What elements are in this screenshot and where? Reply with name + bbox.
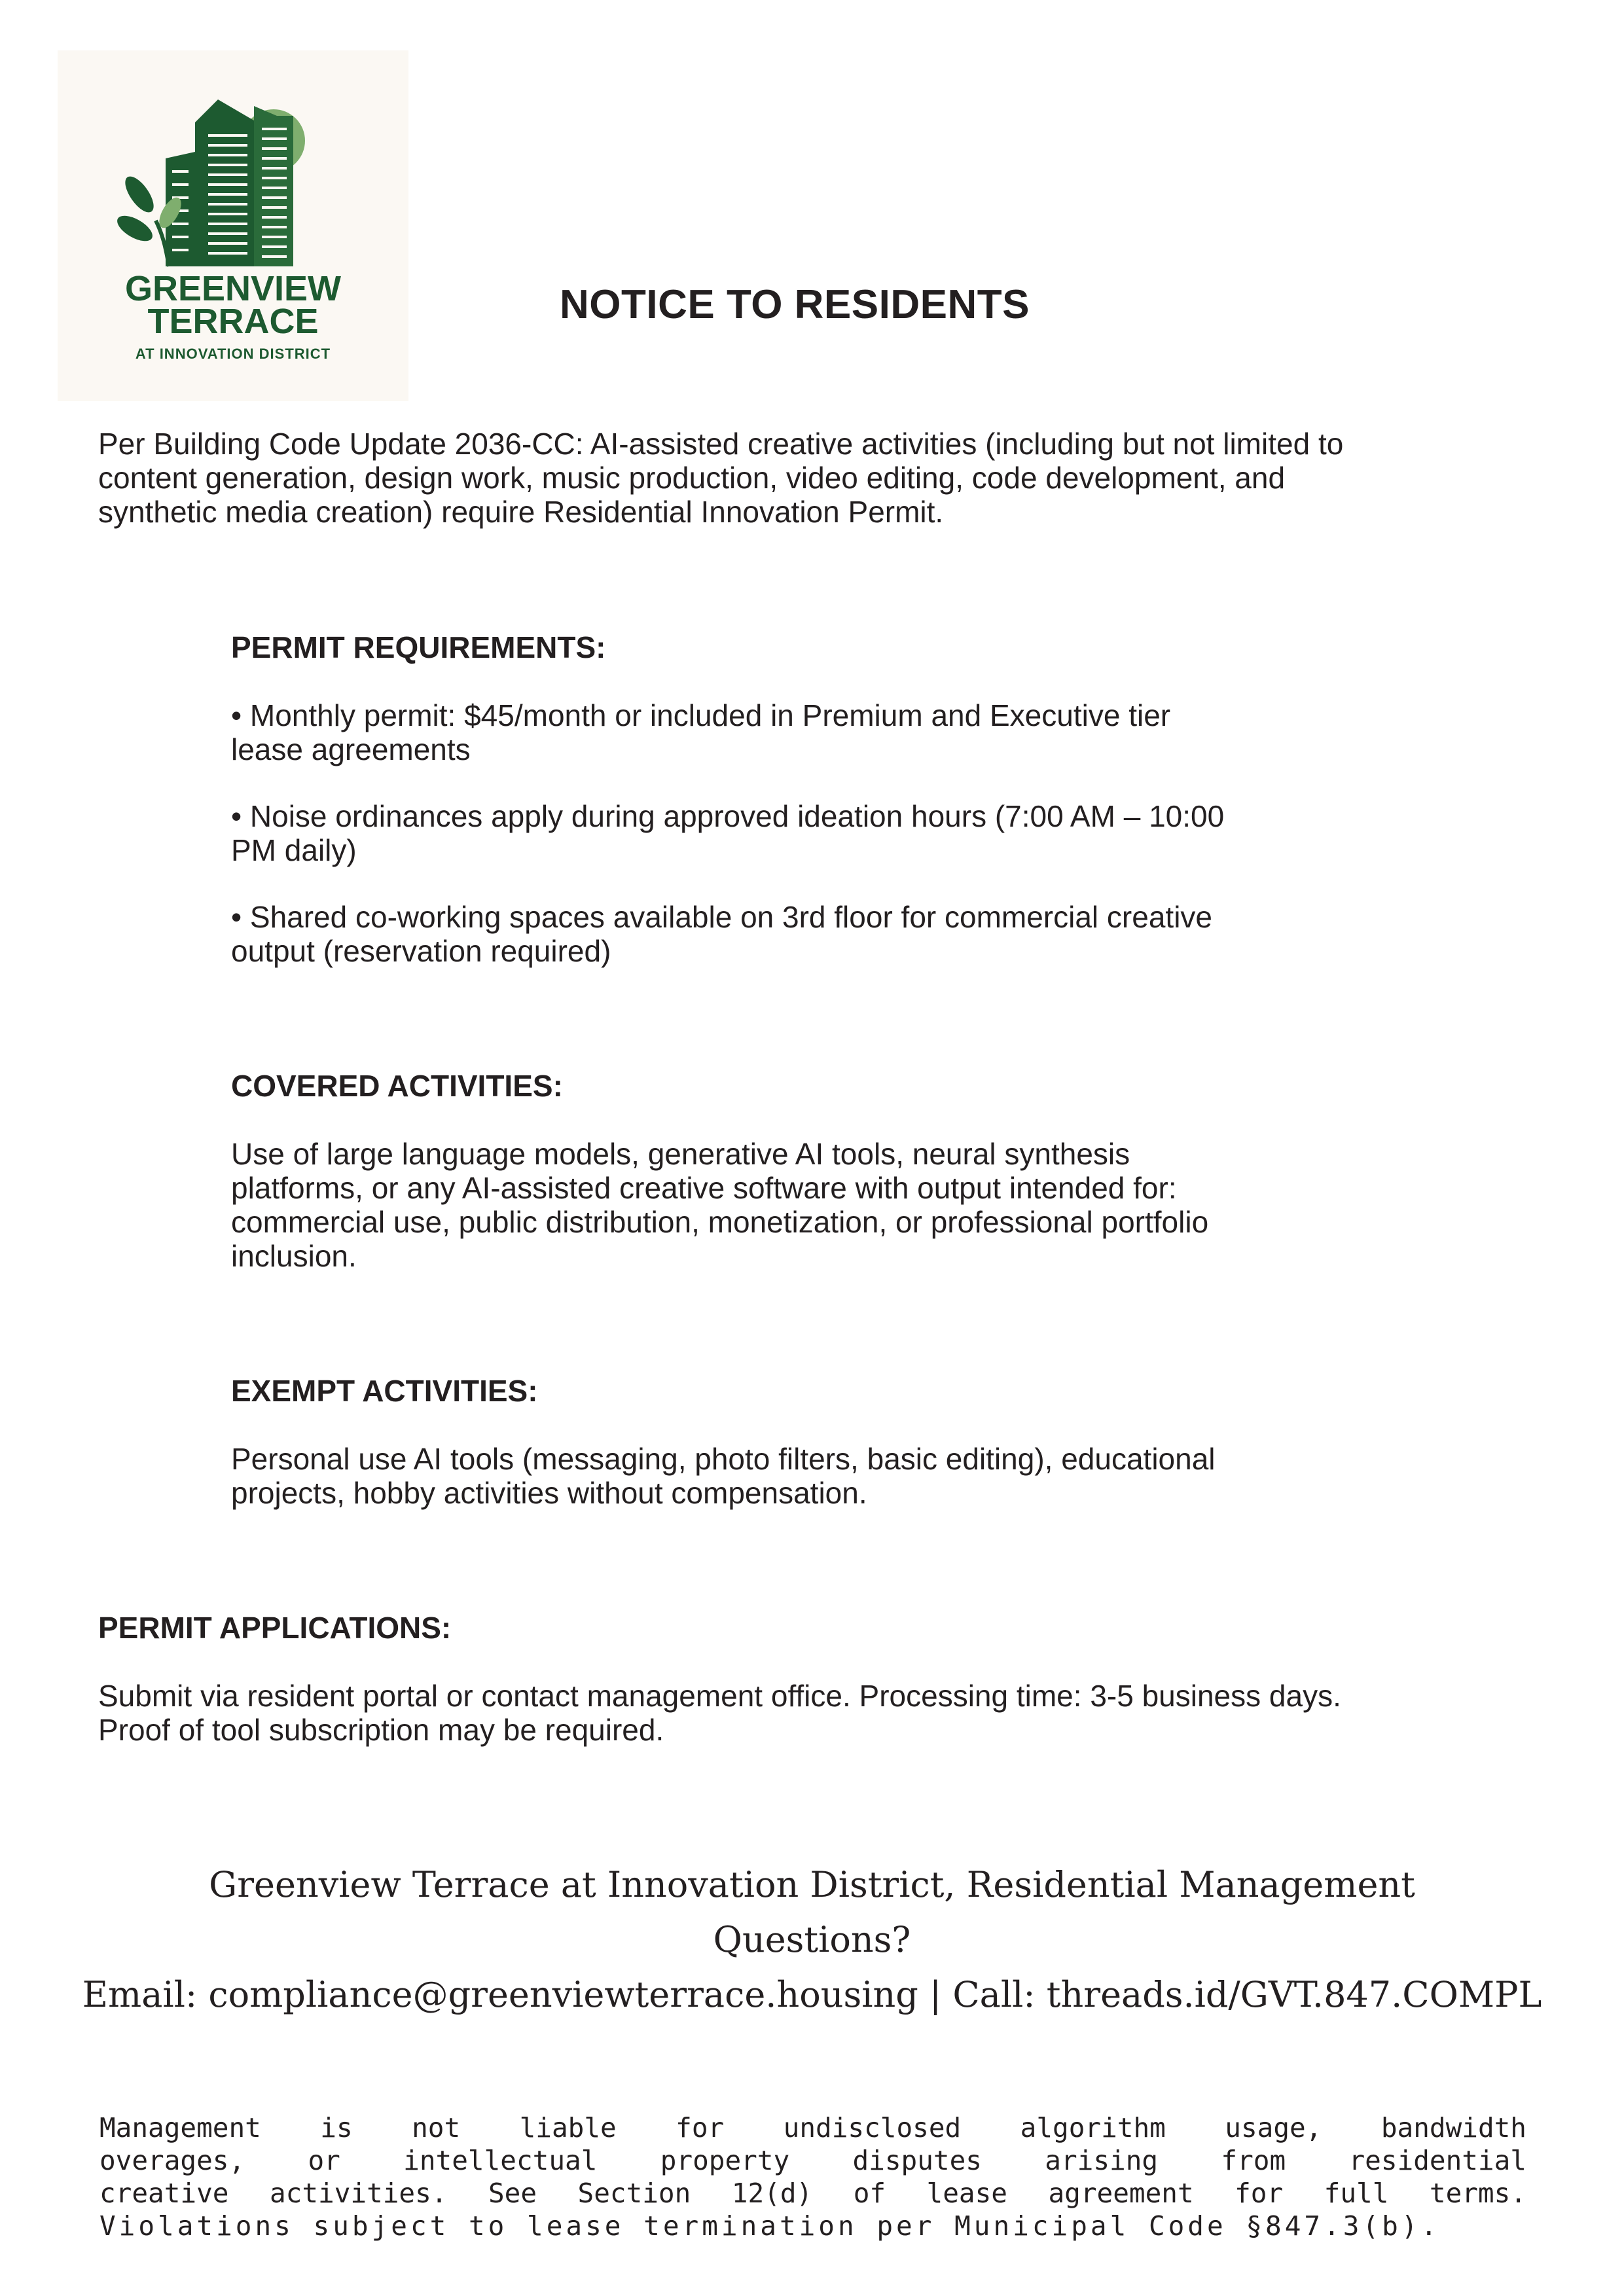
requirement-item: lease agreements bbox=[231, 732, 471, 766]
logo-text-terrace: TERRACE bbox=[147, 302, 319, 341]
applications-line: Submit via resident portal or contact management office. Processing time: 3-5 business days. bbox=[98, 1679, 1341, 1713]
covered-line: Use of large language models, generative AI tools, neural synthesis bbox=[231, 1137, 1130, 1171]
covered-activities-heading: COVERED ACTIVITIES: bbox=[231, 1069, 563, 1103]
applications-line: Proof of tool subscription may be required. bbox=[98, 1713, 664, 1747]
exempt-activities-heading: EXEMPT ACTIVITIES: bbox=[231, 1374, 538, 1408]
logo bbox=[58, 50, 408, 401]
disclaimer bbox=[99, 2111, 1526, 2242]
exempt-line: projects, hobby activities without compensation. bbox=[231, 1476, 867, 1510]
requirement-item: • Shared co-working spaces available on 3rd floor for commercial creative bbox=[231, 900, 1212, 934]
permit-applications-heading: PERMIT APPLICATIONS: bbox=[98, 1611, 452, 1645]
requirement-item: output (reservation required) bbox=[231, 934, 611, 968]
disclaimer-line: creative activities. See Section 12(d) of lease agreement for full terms. bbox=[99, 2178, 1526, 2209]
intro-line: Per Building Code Update 2036-CC: AI-assisted creative activities (including but not limited to bbox=[98, 427, 1344, 461]
building-logo-icon bbox=[58, 50, 408, 401]
intro-line: synthetic media creation) require Residential Innovation Permit. bbox=[98, 495, 944, 529]
footer-contact: Email: compliance@greenviewterrace.housing | Call: threads.id/GVT.847.COMPL bbox=[82, 1974, 1542, 2015]
requirement-item: • Noise ordinances apply during approved ideation hours (7:00 AM – 10:00 bbox=[231, 799, 1225, 833]
disclaimer-line: Violations subject to lease termination per Municipal Code §847.3(b). bbox=[99, 2210, 1441, 2242]
requirement-item: • Monthly permit: $45/month or included in Premium and Executive tier bbox=[231, 698, 1171, 732]
requirement-item: PM daily) bbox=[231, 833, 357, 867]
footer-org: Greenview Terrace at Innovation District, Residential Management bbox=[209, 1864, 1415, 1905]
footer-questions: Questions? bbox=[713, 1919, 911, 1960]
footer-contact-block bbox=[0, 1857, 1624, 2022]
disclaimer-line: overages, or intellectual property disputes arising from residential bbox=[99, 2145, 1526, 2176]
covered-line: platforms, or any AI-assisted creative software with output intended for: bbox=[231, 1171, 1177, 1205]
permit-requirements-heading: PERMIT REQUIREMENTS: bbox=[231, 630, 606, 664]
logo-text-greenview: GREENVIEW bbox=[124, 269, 342, 308]
page-title: NOTICE TO RESIDENTS bbox=[560, 282, 1030, 327]
covered-line: inclusion. bbox=[231, 1239, 357, 1273]
logo-building-left bbox=[195, 99, 257, 266]
disclaimer-line: Management is not liable for undisclosed algorithm usage, bandwidth bbox=[99, 2112, 1526, 2144]
logo-text-district: AT INNOVATION DISTRICT bbox=[135, 346, 331, 362]
intro-line: content generation, design work, music production, video editing, code development, and bbox=[98, 461, 1286, 495]
exempt-line: Personal use AI tools (messaging, photo filters, basic editing), educational bbox=[231, 1442, 1216, 1476]
covered-line: commercial use, public distribution, monetization, or professional portfolio bbox=[231, 1205, 1209, 1239]
